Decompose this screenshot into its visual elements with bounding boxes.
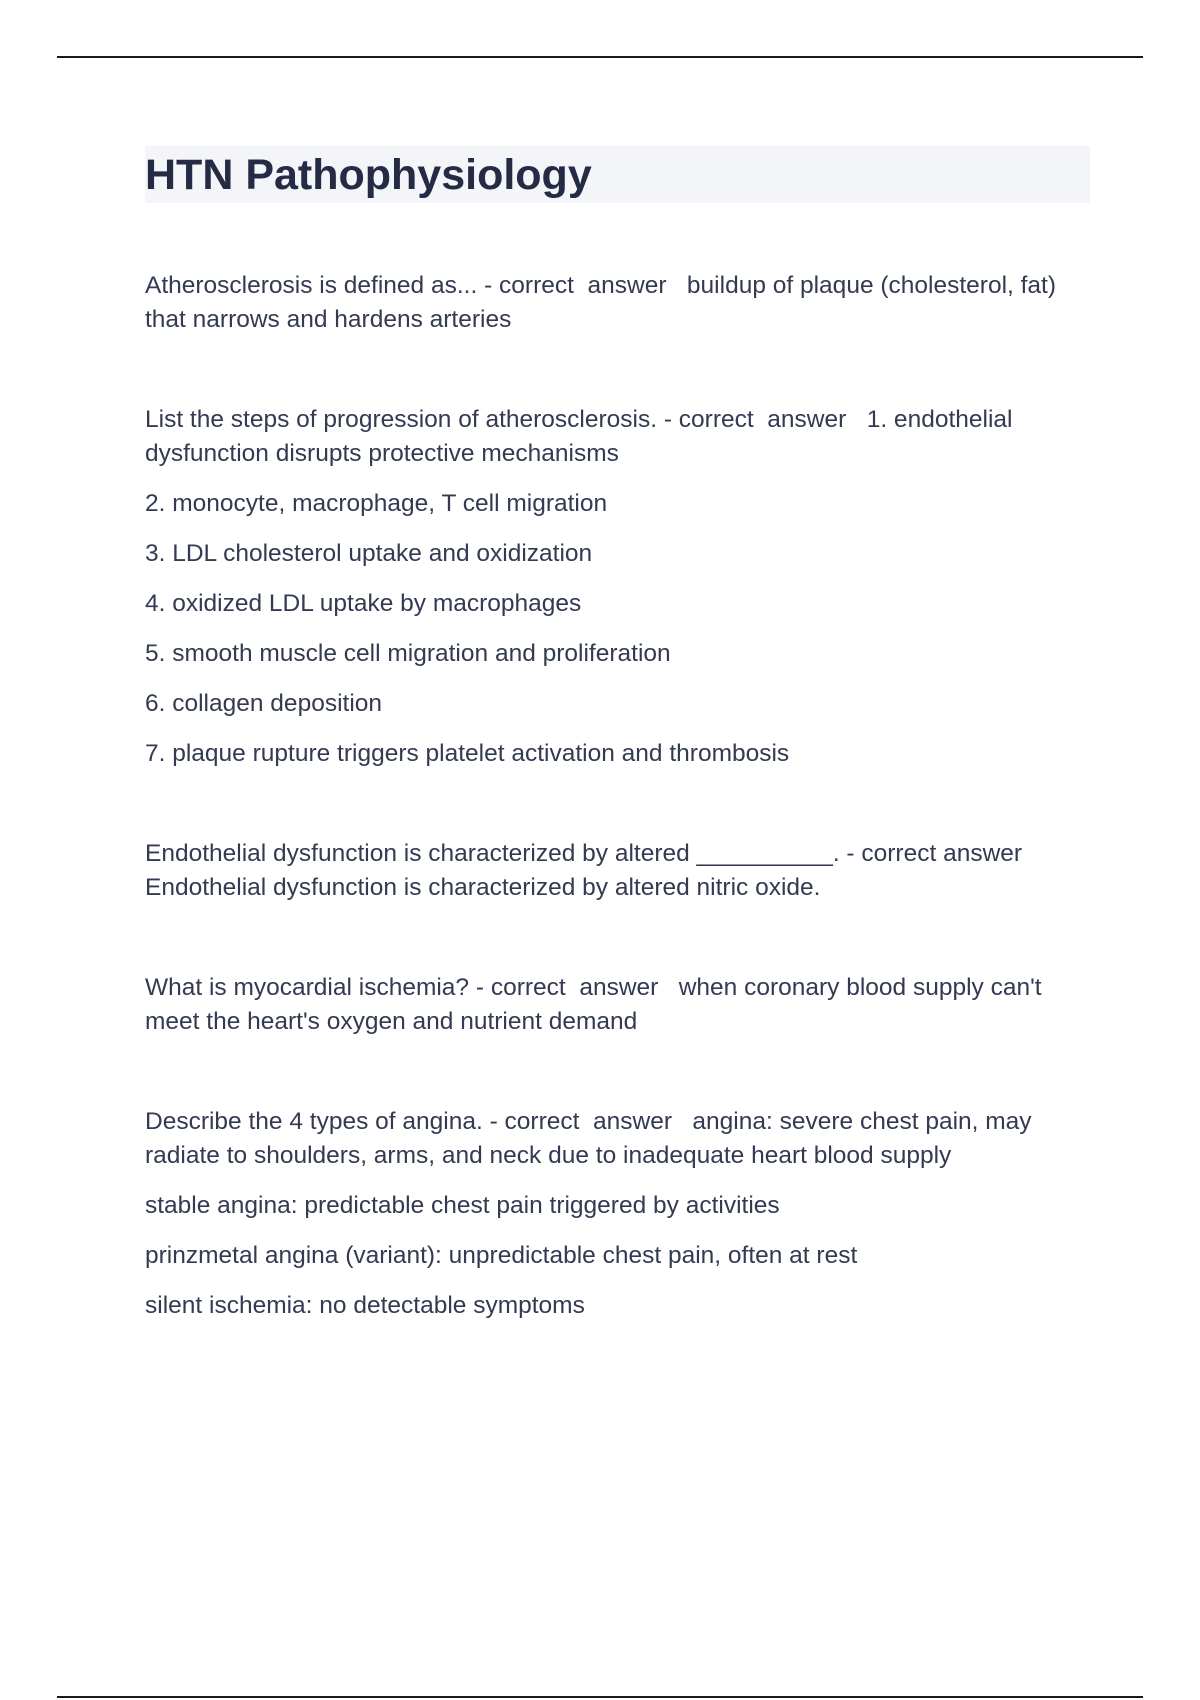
list-item: silent ischemia: no detectable symptoms	[145, 1292, 585, 1319]
list-item: 6. collagen deposition	[145, 690, 383, 717]
list-item: stable angina: predictable chest pain triggered by activities	[145, 1192, 780, 1219]
card-question-answer: What is myocardial ischemia? - correct answer when coronary blood supply can't meet the heart's oxygen and nutrient demand	[145, 974, 1049, 1035]
list-item: 4. oxidized LDL uptake by macrophages	[145, 590, 582, 617]
flashcard-atherosclerosis-definition	[145, 269, 1090, 337]
bottom-rule	[57, 1696, 1143, 1698]
list-item: prinzmetal angina (variant): unpredictable chest pain, often at rest	[145, 1242, 858, 1269]
top-rule	[57, 56, 1143, 58]
card-question-answer: Endothelial dysfunction is characterized by altered __________. - correct answer Endothelial dysfunction is characterized by altered nitric oxide.	[145, 840, 1043, 901]
flashcard-atherosclerosis-steps	[145, 403, 1090, 771]
list-item: 7. plaque rupture triggers platelet activation and thrombosis	[145, 740, 790, 767]
list-item: 3. LDL cholesterol uptake and oxidization	[145, 540, 593, 567]
card-question-answer: Atherosclerosis is defined as... - correct answer buildup of plaque (cholesterol, fat) that narrows and hardens arteries	[145, 272, 1063, 333]
document-body	[145, 146, 1090, 1323]
flashcard-myocardial-ischemia	[145, 971, 1090, 1039]
flashcard-endothelial-dysfunction	[145, 837, 1090, 905]
title-bar	[145, 146, 1090, 203]
document-title: HTN Pathophysiology	[145, 151, 592, 199]
flashcard-angina-types	[145, 1105, 1090, 1323]
card-question-answer: List the steps of progression of atherosclerosis. - correct answer 1. endothelial dysfunction disrupts protective mechanisms	[145, 406, 1020, 467]
list-item: 5. smooth muscle cell migration and proliferation	[145, 640, 671, 667]
card-question-answer: Describe the 4 types of angina. - correct answer angina: severe chest pain, may radiate to shoulders, arms, and neck due to inadequate heart blood supply	[145, 1108, 1039, 1169]
list-item: 2. monocyte, macrophage, T cell migration	[145, 490, 608, 517]
